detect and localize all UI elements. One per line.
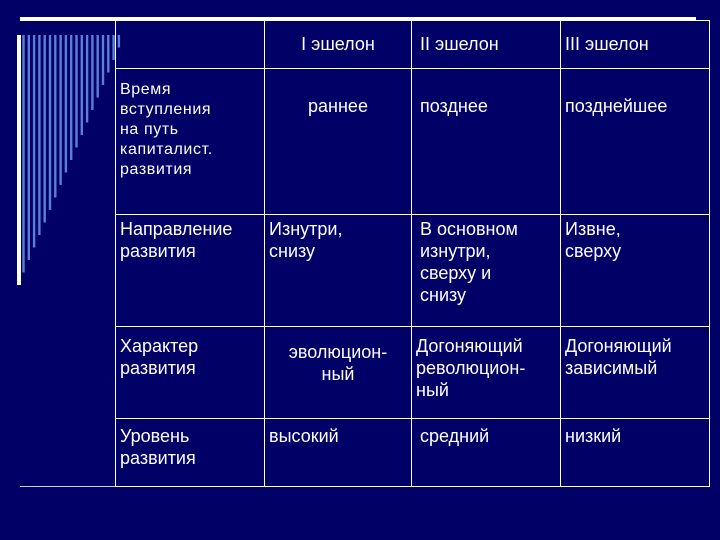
comb-bar [33,35,35,248]
table-header-row [116,21,710,69]
comb-bar [75,35,77,148]
row-label-level: Уровень развития [116,419,265,487]
table-row [116,419,710,487]
cell-level-3: низкий [561,419,710,487]
comb-bar [86,35,88,123]
comb-bar [97,35,99,98]
cell-direction-2: В основном изнутри, сверху и снизу [412,215,561,327]
comb-bar [59,35,61,185]
comb-bar [28,35,30,260]
cell-level-1: высокий [265,419,412,487]
cell-direction-1: Изнутри, снизу [265,215,412,327]
comb-bar [70,35,72,160]
comb-bar [81,35,83,135]
cell-character-2: Догоняющий революцион- ный [412,327,561,419]
cell-character-3: Догоняющий зависимый [561,327,710,419]
comb-bar [22,35,24,273]
comb-bar [38,35,40,235]
comb-bar [91,35,93,110]
comb-bar [49,35,51,210]
row-label-character: Характер развития [116,327,265,419]
row-label-entry-time: Время вступления на путь капиталист. развития [116,69,265,215]
comb-bar [65,35,67,173]
echelon-table [115,20,710,487]
header-echelon-1: I эшелон [265,21,412,69]
cell-entry-time-3: позднейшее [561,69,710,215]
header-corner-cell [116,21,265,69]
table-row [116,69,710,215]
comb-bar [44,35,46,223]
table-row [116,215,710,327]
header-echelon-3: III эшелон [561,21,710,69]
header-echelon-2: II эшелон [412,21,561,69]
cell-direction-3: Извне, сверху [561,215,710,327]
decorative-comb [14,35,124,295]
comb-bar [102,35,104,85]
bottom-left-rule [20,486,115,487]
comb-bar [54,35,56,198]
table-row [116,327,710,419]
cell-character-1: эволюцион- ный [265,327,412,419]
comb-bar [17,35,21,285]
cell-entry-time-1: раннее [265,69,412,215]
row-label-direction: Направление развития [116,215,265,327]
cell-entry-time-2: позднее [412,69,561,215]
comb-bar [107,35,109,73]
cell-level-2: средний [412,419,561,487]
